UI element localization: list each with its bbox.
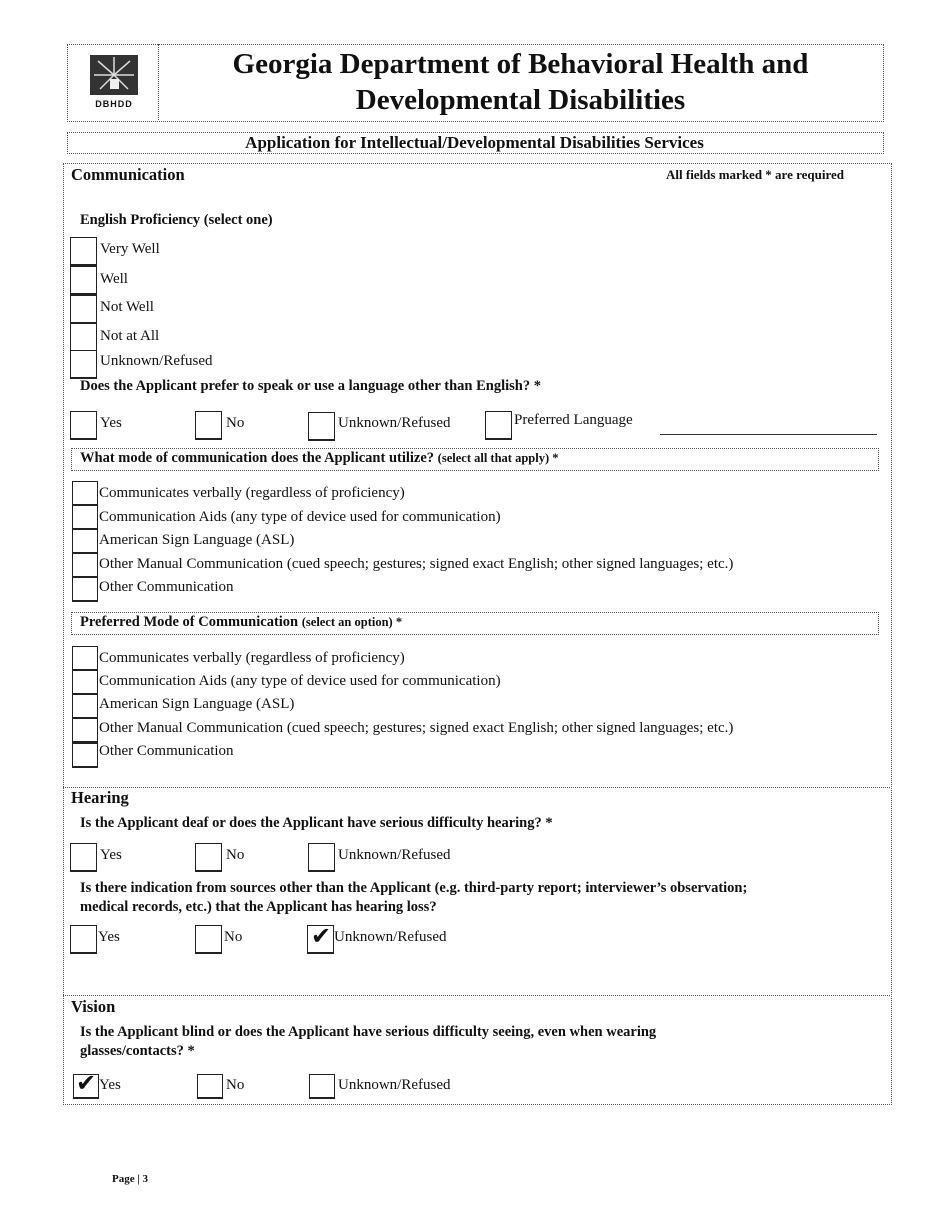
option-label: No	[224, 929, 243, 945]
option-label: Very Well	[100, 241, 160, 257]
option-label: Other Manual Communication (cued speech; gestures; signed exact English; other signed languages; etc.)	[99, 556, 734, 572]
option-label: American Sign Language (ASL)	[99, 696, 295, 712]
checkbox-hearing2-no[interactable]	[195, 925, 222, 954]
option-label: Other Manual Communication (cued speech; gestures; signed exact English; other signed languages; etc.)	[99, 720, 734, 736]
option-label: Other Communication	[99, 579, 234, 595]
checkbox-vision-no[interactable]	[197, 1074, 223, 1099]
hearing-divider	[63, 787, 890, 788]
required-note: All fields marked * are required	[666, 167, 845, 182]
checkbox-mode-other[interactable]	[72, 577, 98, 602]
checkbox-pref-manual[interactable]	[72, 718, 98, 743]
option-label: Yes	[98, 929, 120, 945]
checkbox-pref-asl[interactable]	[72, 694, 98, 719]
option-label: Unknown/Refused	[100, 353, 213, 369]
checkmark-icon: ✔	[311, 924, 332, 950]
checkbox-lang-unknown[interactable]	[308, 412, 335, 441]
option-label: Unknown/Refused	[334, 929, 447, 945]
hearing-heading: Hearing	[71, 788, 129, 807]
vision-question: Is the Applicant blind or does the Applicant have serious difficulty seeing, even when wearing glasses/contacts? *	[80, 1024, 657, 1059]
checkbox-pref-verbal[interactable]	[72, 646, 98, 671]
english-proficiency-label: English Proficiency (select one)	[80, 212, 273, 228]
logo-text: DBHDD	[95, 99, 133, 109]
vision-divider	[63, 995, 890, 996]
option-label: Communicates verbally (regardless of proficiency)	[99, 650, 405, 666]
checkbox-not-well[interactable]	[70, 295, 97, 324]
vision-heading: Vision	[71, 997, 116, 1016]
option-label: Communication Aids (any type of device used for communication)	[99, 673, 501, 689]
checkbox-pref-aids[interactable]	[72, 670, 98, 695]
option-label: Other Communication	[99, 743, 234, 759]
option-label: Unknown/Refused	[338, 415, 451, 431]
option-label: Not at All	[100, 328, 160, 344]
option-label: Yes	[99, 1077, 121, 1093]
option-label: No	[226, 847, 245, 863]
option-label: Communicates verbally (regardless of proficiency)	[99, 485, 405, 501]
communication-heading: Communication	[71, 165, 185, 184]
checkbox-english-unknown[interactable]	[70, 350, 97, 379]
checkbox-hearing2-unknown-checked[interactable]	[307, 925, 334, 954]
checkmark-icon: ✔	[76, 1071, 97, 1097]
checkbox-lang-no[interactable]	[195, 411, 222, 440]
hearing-question-2: Is there indication from sources other than the Applicant (e.g. third-party report; interviewer’s observation; medical records, etc.) that the Applicant has hearing loss?	[80, 880, 748, 915]
checkbox-lang-yes[interactable]	[70, 411, 97, 440]
checkbox-preferred-language[interactable]	[485, 411, 512, 440]
option-label: Unknown/Refused	[338, 847, 451, 863]
other-language-question: Does the Applicant prefer to speak or use a language other than English? *	[80, 378, 541, 394]
checkbox-vision-unknown[interactable]	[309, 1074, 335, 1099]
option-label: Well	[100, 271, 128, 287]
preferred-language-field[interactable]	[660, 416, 877, 435]
option-label: Yes	[100, 847, 122, 863]
checkbox-mode-verbal[interactable]	[72, 481, 98, 506]
checkbox-very-well[interactable]	[70, 237, 97, 266]
page-title: Georgia Department of Behavioral Health and Developmental Disabilities	[232, 48, 809, 116]
hearing-question-1: Is the Applicant deaf or does the Applicant have serious difficulty hearing? *	[80, 815, 553, 831]
mode-question: What mode of communication does the Applicant utilize? (select all that apply) *	[80, 450, 559, 466]
checkbox-mode-asl[interactable]	[72, 529, 98, 554]
pref-mode-question: Preferred Mode of Communication (select an option) *	[80, 614, 403, 630]
checkbox-hearing2-yes[interactable]	[70, 925, 97, 954]
form-subtitle: Application for Intellectual/Developmental Disabilities Services	[245, 133, 704, 152]
checkbox-hearing-unknown[interactable]	[308, 843, 335, 872]
checkbox-hearing-yes[interactable]	[70, 843, 97, 872]
option-label: American Sign Language (ASL)	[99, 532, 295, 548]
checkbox-hearing-no[interactable]	[195, 843, 222, 872]
checkbox-mode-aids[interactable]	[72, 505, 98, 530]
option-label: Preferred Language	[514, 412, 633, 428]
checkbox-not-at-all[interactable]	[70, 323, 97, 352]
checkbox-well[interactable]	[70, 266, 97, 295]
checkbox-pref-other[interactable]	[72, 743, 98, 768]
option-label: Yes	[100, 415, 122, 431]
checkbox-mode-manual[interactable]	[72, 553, 98, 578]
page-number: Page | 3	[112, 1173, 149, 1185]
option-label: Communication Aids (any type of device used for communication)	[99, 509, 501, 525]
dbhdd-logo-icon	[90, 55, 138, 95]
checkbox-vision-yes-checked[interactable]	[73, 1071, 99, 1099]
option-label: Not Well	[100, 299, 154, 315]
option-label: Unknown/Refused	[338, 1077, 451, 1093]
option-label: No	[226, 1077, 245, 1093]
option-label: No	[226, 415, 245, 431]
